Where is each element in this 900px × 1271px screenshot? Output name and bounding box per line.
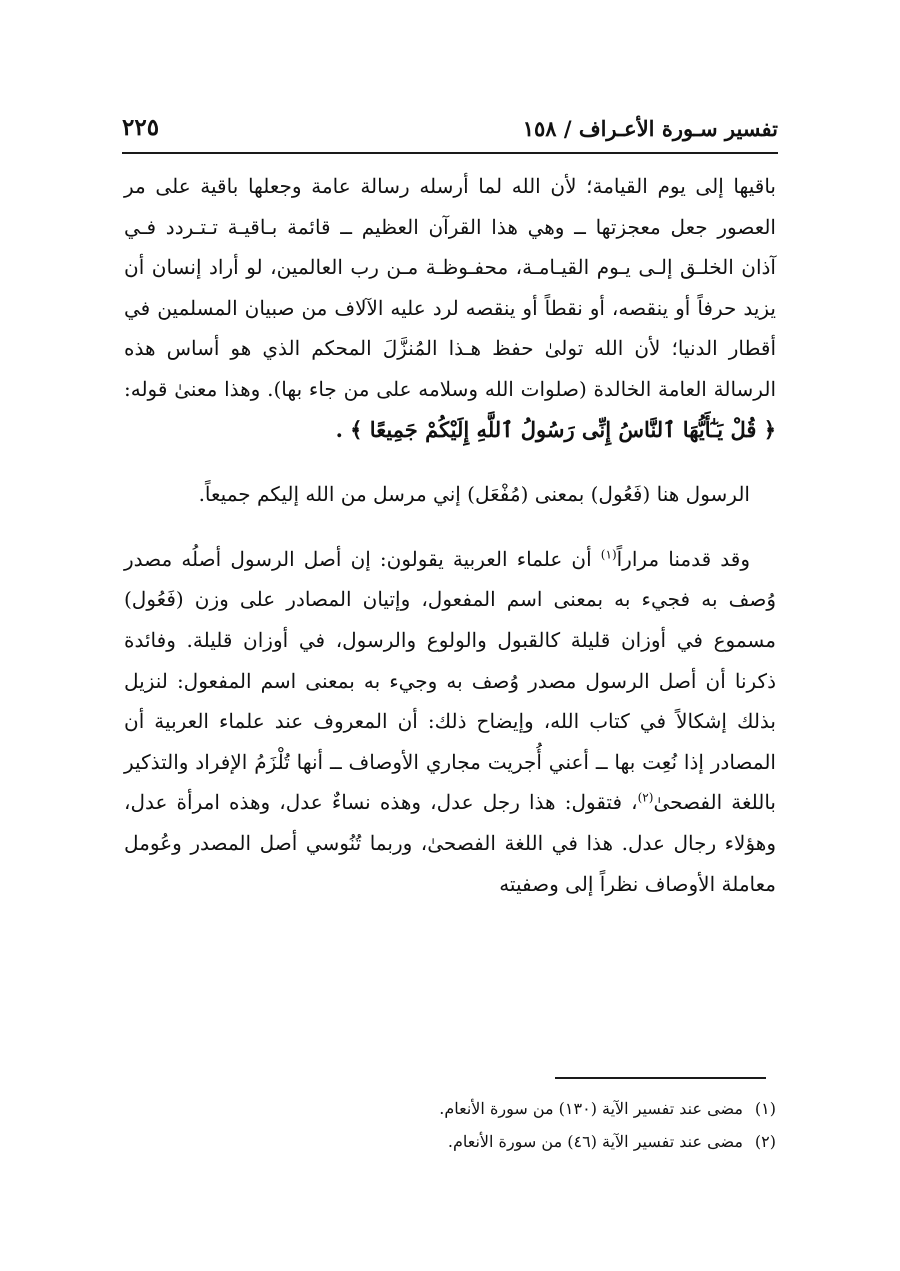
paragraph-3-text-end: ، فتقول: هذا رجل عدل، وهذه نساءٌ عدل، وهذه امرأة عدل، وهؤلاء رجال عدل. هذا في اللغة الفصحىٰ، وربما تُنُوسي أصل المصدر وعُومل معاملة الأوصاف نظراً إلى وصفيته	[124, 790, 776, 896]
header-rule	[122, 152, 778, 154]
page-header	[122, 112, 778, 152]
footnotes	[124, 1092, 776, 1158]
paragraph-3-text-middle: أن علماء العربية يقولون: إن أصل الرسول أصلُه مصدر وُصف به فجيء به بمعنى اسم المفعول، وإتيان المصادر على وزن (فَعُول) مسموع في أوزان قليلة كالقبول والولوع والرسول، في أوزان قليلة. وفائدة ذكرنا أن أصل الرسول مصدر وُصف به وجيء به بمعنى اسم المفعول: لنزيل بذلك إشكالاً في كتاب الله، وإيضاح ذلك: أن المعروف عند علماء العربية أن المصادر إذا نُعِت بها ــ أعني أُجريت مجاري الأوصاف ــ أنها تُلْزَمُ الإفراد والتذكير باللغة الفصحىٰ	[124, 546, 776, 815]
footnote-text: مضى عند تفسير الآية (١٣٠) من سورة الأنعام.	[439, 1099, 743, 1118]
paragraph-gap	[124, 515, 776, 539]
paragraph-gap	[124, 450, 776, 474]
footnote-marker-1[interactable]: (١)	[600, 547, 617, 562]
paragraph-2-text: الرسول هنا (فَعُول) بمعنى (مُفْعَل) إني مرسل من الله إليكم جميعاً.	[198, 482, 750, 507]
main-text	[124, 166, 776, 904]
paragraph-1-text: باقيها إلى يوم القيامة؛ لأن الله لما أرسله رسالة عامة وجعلها باقية على مر العصور جعل معجزتها ــ وهي هذا القرآن العظيم ــ قائمة بـاقيـة تـتـردد فـي آذان الخلـق إلـى يـوم القيـامـة، محفـوظـة مـن رب العالمين، لو أراد إنسان أن يزيد حرفاً أو ينقصه، أو نقطاً أو ينقصه لرد عليه الآلاف من صبيان المسلمين في أقطار الدنيا؛ لأن الله تولىٰ حفظ هـذا المُنزَّلَ المحكم الذي هو أساس هذه الرسالة العامة الخالدة (صلوات الله وسلامه على من جاء بها). وهذا معنىٰ قوله:	[124, 174, 776, 401]
paragraph-1	[124, 166, 776, 450]
running-title: تفسير سـورة الأعـراف / ١٥٨	[522, 116, 778, 141]
footnote-separator	[555, 1077, 766, 1079]
quran-verse: ﴿ قُلْ يَـٰٓأَيُّهَا ٱلنَّاسُ إِنِّى رَسُولُ ٱللَّهِ إِلَيْكُمْ جَمِيعًا ﴾ .	[335, 416, 776, 442]
paragraph-2	[124, 474, 776, 515]
footnote-marker-2[interactable]: (٢)	[637, 790, 654, 805]
paragraph-3	[124, 539, 776, 904]
footnote-2	[124, 1125, 776, 1158]
footnote-number: (٢)	[754, 1132, 776, 1151]
footnote-text: مضى عند تفسير الآية (٤٦) من سورة الأنعام.	[447, 1132, 743, 1151]
footnote-number: (١)	[754, 1099, 776, 1118]
paragraph-3-text-start: وقد قدمنا مراراً	[616, 546, 750, 571]
footnote-1	[124, 1092, 776, 1125]
page-number: ٢٢٥	[122, 114, 160, 141]
